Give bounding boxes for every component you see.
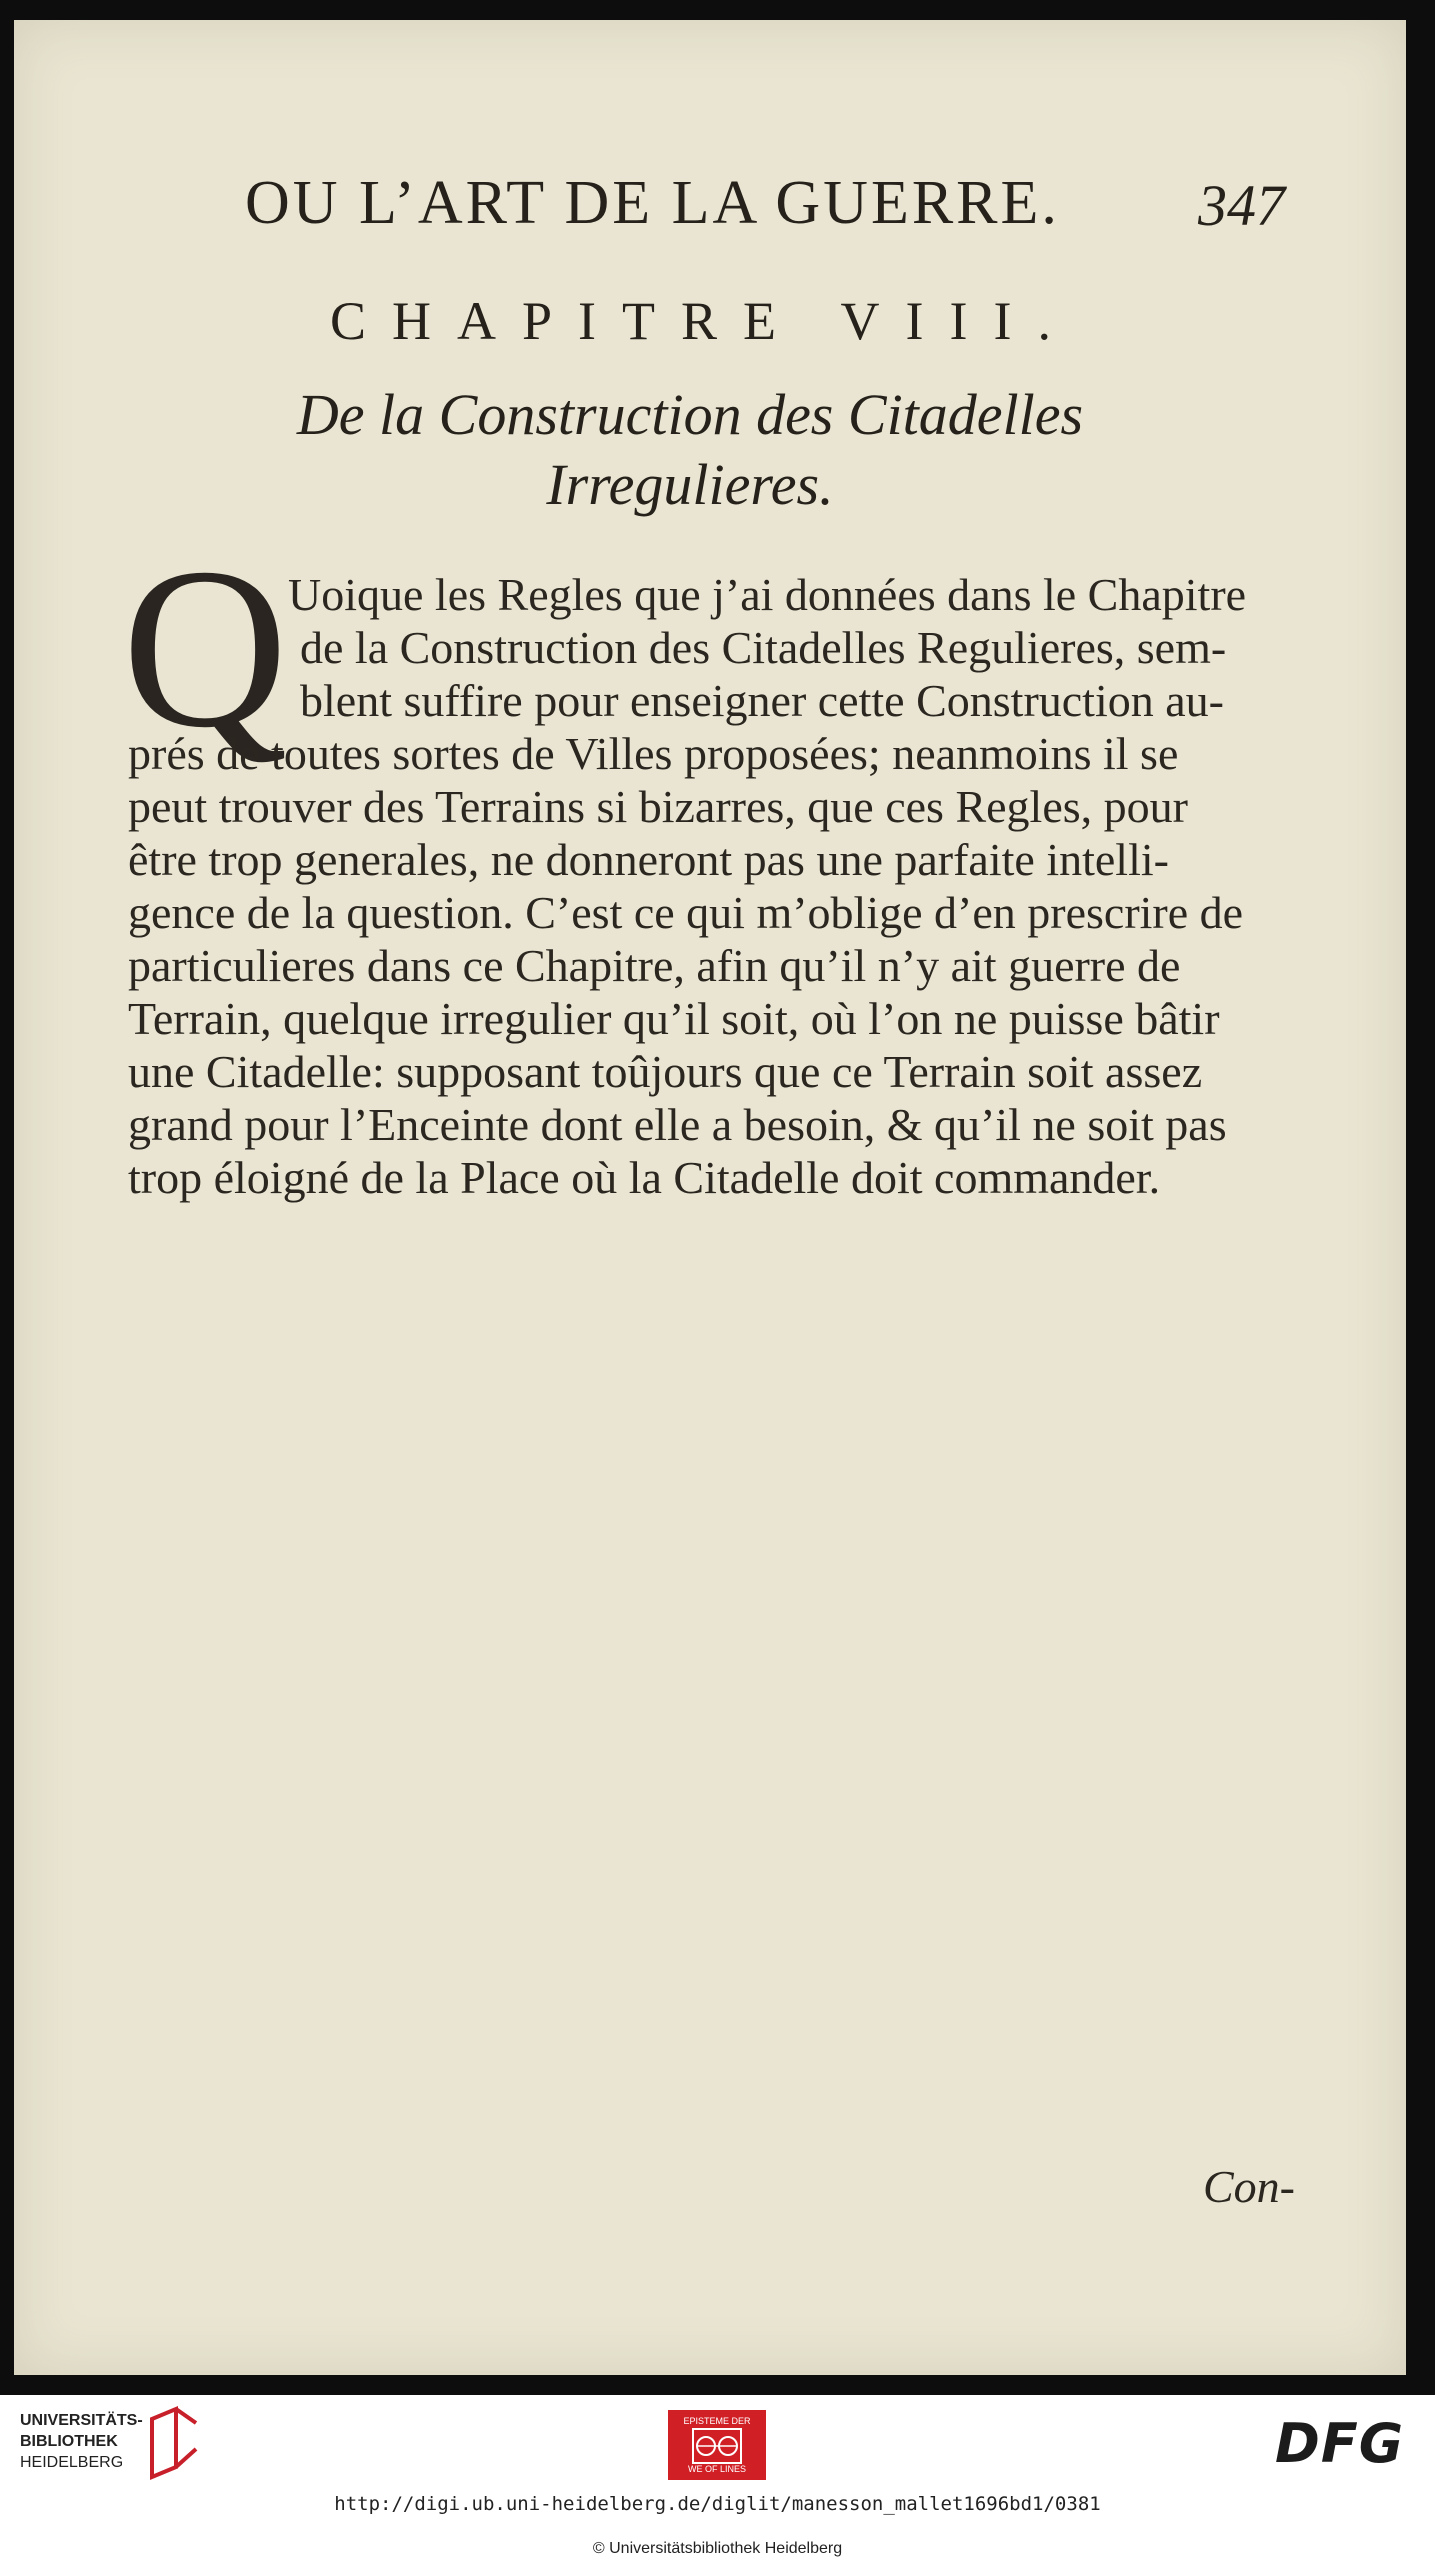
body-line: prés de toutes sortes de Villes proposées; neanmoins il se bbox=[128, 728, 1179, 779]
body-line: blent suffire pour enseigner cette Construction au- bbox=[300, 675, 1224, 726]
body-line: trop éloigné de la Place où la Citadelle doit commander. bbox=[128, 1152, 1161, 1203]
library-name-line: HEIDELBERG bbox=[20, 2454, 124, 2471]
body-line: particulieres dans ce Chapitre, afin qu’il n’y ait guerre de bbox=[128, 940, 1181, 991]
drop-cap: Q bbox=[121, 520, 289, 775]
permalink-url[interactable]: http://digi.ub.uni-heidelberg.de/diglit/manesson_mallet1696bd1/0381 bbox=[334, 2493, 1101, 2515]
body-line: être trop generales, ne donneront pas une parfaite intelli- bbox=[128, 834, 1169, 885]
chapter-heading: CHAPITRE VIII. bbox=[330, 291, 1077, 351]
running-head bbox=[245, 148, 1285, 258]
chapter-subtitle bbox=[260, 380, 1120, 520]
body-line: Uoique les Regles que j’ai données dans le Chapitre bbox=[288, 569, 1247, 620]
body-line: une Citadelle: supposant toûjours que ce Terrain soit assez bbox=[128, 1046, 1203, 1097]
body-line: grand pour l’Enceinte dont elle a besoin, & qu’il ne soit pas bbox=[128, 1099, 1227, 1150]
copyright-notice: © Universitätsbibliothek Heidelberg bbox=[592, 2540, 843, 2557]
library-name-line: UNIVERSITÄTS- bbox=[20, 2412, 143, 2429]
badge-bottom-text: WE OF LINES bbox=[687, 2464, 746, 2474]
library-logo[interactable] bbox=[20, 2410, 143, 2473]
body-line: Terrain, quelque irregulier qu’il soit, où l’on ne puisse bâtir bbox=[128, 993, 1220, 1044]
dfg-logo[interactable]: DFG bbox=[1275, 2412, 1405, 2475]
project-badge[interactable] bbox=[668, 2410, 766, 2480]
catchword: Con- bbox=[1203, 2161, 1295, 2212]
subtitle-line: De la Construction des Citadelles bbox=[296, 382, 1084, 447]
body-line: de la Construction des Citadelles Regulieres, sem- bbox=[300, 622, 1227, 673]
badge-top-text: EPISTEME DER bbox=[683, 2416, 751, 2426]
library-mark-icon bbox=[146, 2405, 202, 2481]
page-number: 347 bbox=[1198, 173, 1285, 238]
badge-emblem-icon bbox=[692, 2428, 742, 2464]
library-name-line: BIBLIOTHEK bbox=[20, 2433, 118, 2450]
subtitle-line: Irregulieres. bbox=[546, 452, 834, 517]
running-title: OU L’ART DE LA GUERRE. bbox=[245, 169, 1060, 237]
body-line: peut trouver des Terrains si bizarres, que ces Regles, pour bbox=[128, 781, 1188, 832]
body-line: gence de la question. C’est ce qui m’oblige d’en prescrire de bbox=[128, 887, 1244, 938]
